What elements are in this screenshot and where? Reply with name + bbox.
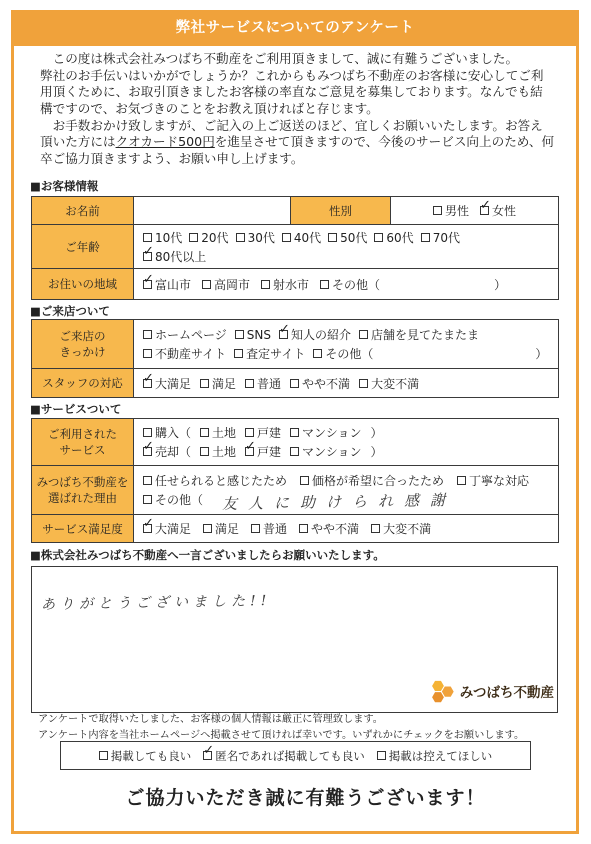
intro-line: 構ですので、お気づきのことをお教え頂ければと存じます。 <box>40 101 379 117</box>
checkbox-icon[interactable] <box>251 524 260 533</box>
section-title-visit: ■ご来店ついて <box>30 304 110 318</box>
notes <box>38 712 524 744</box>
paren-text: ） <box>370 445 383 459</box>
check-mark-icon: ✓ <box>143 243 154 259</box>
checkbox-icon[interactable] <box>300 476 309 485</box>
option-line <box>143 516 558 538</box>
checkbox-option[interactable] <box>299 520 359 537</box>
option-label: 男性 <box>444 204 469 218</box>
option-label: 掲載は控えてほしい <box>388 748 493 763</box>
used-service-label <box>32 419 134 466</box>
checkbox-icon[interactable] <box>374 233 383 242</box>
checkbox-icon[interactable] <box>143 233 152 242</box>
checkbox-icon[interactable] <box>359 379 368 388</box>
trigger-label-line: きっかけ <box>59 345 106 359</box>
quo-card-reward: クオカード500円 <box>115 134 215 150</box>
checked-checkbox-icon[interactable] <box>278 322 290 339</box>
trigger-row <box>32 320 559 369</box>
company-logo <box>428 678 554 704</box>
used-service-label-line: サービス <box>59 443 106 457</box>
checkbox-option[interactable] <box>457 472 529 489</box>
checkbox-icon[interactable] <box>320 280 329 289</box>
option-line <box>143 344 558 363</box>
option-label: 戸建 <box>257 426 282 440</box>
gender-options <box>391 197 559 225</box>
privacy-note: アンケートで取得いたしました、お客様の個人情報は厳正に管理致します。 <box>38 714 383 725</box>
option-line <box>143 439 558 461</box>
gender-label: 性別 <box>291 197 391 225</box>
option-label: マンション <box>302 426 362 440</box>
intro-line: お手数おかけ致しますが、ご記入の上ご返送のほど、宜しくお願いいたします。お答え <box>40 117 543 133</box>
checkbox-option[interactable] <box>143 472 287 489</box>
checkbox-option[interactable] <box>371 520 431 537</box>
checkbox-option[interactable] <box>320 276 380 293</box>
checkbox-icon[interactable] <box>261 280 270 289</box>
reason-label-line: みつばち不動産を <box>36 475 129 489</box>
satisfaction-options <box>134 515 559 543</box>
option-label: 丁寧な対応 <box>469 474 530 488</box>
checkbox-icon[interactable] <box>359 330 368 339</box>
checkbox-option[interactable] <box>433 202 469 219</box>
checkbox-option[interactable] <box>480 198 517 219</box>
check-mark-icon: ✓ <box>143 439 154 454</box>
option-line <box>143 471 558 490</box>
checkbox-option[interactable] <box>234 345 305 362</box>
option-label: 満足 <box>215 522 240 536</box>
checkbox-icon[interactable] <box>290 447 299 456</box>
option-label: 土地 <box>212 445 237 459</box>
area-row <box>32 269 559 300</box>
checkbox-option[interactable] <box>203 743 365 764</box>
option-label: 70代 <box>432 230 460 245</box>
checkbox-option[interactable] <box>203 520 239 537</box>
option-label: 大満足 <box>155 522 192 536</box>
used-service-options <box>134 419 559 466</box>
checkbox-icon[interactable] <box>377 751 386 760</box>
reward-text-before: 頂いた方には <box>40 134 116 150</box>
intro-paragraph <box>40 51 560 168</box>
checkbox-icon[interactable] <box>189 233 198 242</box>
checkbox-option[interactable] <box>251 520 287 537</box>
checkbox-option[interactable] <box>377 748 493 764</box>
used-service-label-line: ご利用された <box>48 427 117 441</box>
checkbox-option[interactable] <box>290 424 361 441</box>
name-label: お名前 <box>32 197 134 225</box>
satisfaction-label: サービス満足度 <box>32 515 134 543</box>
option-label: 30代 <box>247 230 275 245</box>
checkbox-option[interactable] <box>300 472 444 489</box>
name-field[interactable] <box>134 197 291 225</box>
intro-line: 用頂くために、お取引頂きましたお客様の率直なご意見を募集しております。なんでも結 <box>40 84 543 100</box>
satisfaction-row <box>32 515 559 543</box>
checkbox-option[interactable] <box>290 443 361 460</box>
age-label: ご年齢 <box>32 225 134 269</box>
checkbox-option[interactable] <box>143 243 207 265</box>
option-label: 価格が希望に合ったため <box>312 474 445 488</box>
title-bar <box>11 10 579 46</box>
checkbox-option[interactable] <box>359 375 419 392</box>
name-row <box>32 197 559 225</box>
checkbox-option[interactable] <box>261 276 309 293</box>
option-label: 知人の紹介 <box>290 328 351 342</box>
option-line <box>143 243 558 266</box>
reward-text-after: を進呈させて頂きますので、今後のサービス向上のため、何 <box>214 134 555 150</box>
option-label: 店舗を見てたまたま <box>371 328 480 342</box>
paren-text: ） <box>370 426 383 440</box>
checkbox-icon[interactable] <box>245 379 254 388</box>
option-label: 10代 <box>155 230 183 245</box>
checkbox-icon[interactable] <box>143 349 152 358</box>
service-table <box>31 418 559 543</box>
checkbox-icon[interactable] <box>282 233 291 242</box>
reason-row <box>32 466 559 515</box>
checkbox-option[interactable] <box>200 375 236 392</box>
option-label: 不動産サイト <box>155 347 227 361</box>
check-mark-icon: ✓ <box>143 370 154 386</box>
publish-consent-box <box>60 741 531 770</box>
checkbox-icon[interactable] <box>313 349 322 358</box>
area-label: お住いの地域 <box>32 269 134 300</box>
checkbox-option[interactable] <box>143 439 192 460</box>
checkbox-option[interactable] <box>374 229 413 246</box>
option-label: 戸建 <box>257 445 282 459</box>
option-line <box>143 490 558 514</box>
check-mark-icon: ✓ <box>143 271 154 287</box>
option-label: 満足 <box>212 376 237 391</box>
option-label: 購入（ <box>155 426 192 440</box>
option-label: その他（ <box>332 277 381 292</box>
option-line <box>391 198 558 220</box>
check-mark-icon: ✓ <box>480 198 491 213</box>
checked-checkbox-icon[interactable] <box>143 243 154 261</box>
checkbox-option[interactable] <box>278 322 351 343</box>
thanks-message: ご協力いただき誠に有難うございます！ <box>125 787 486 809</box>
intro-line: 弊社のお手伝いはいかがでしょうか？これからもみつばち不動産のお客様に安心してご利 <box>40 67 544 83</box>
intro-line: この度は株式会社みつばち不動産をご利用頂きまして、誠に有難うございました。 <box>40 51 519 66</box>
option-label: 高岡市 <box>214 277 251 292</box>
checkbox-icon[interactable] <box>143 476 152 485</box>
age-options <box>134 225 559 269</box>
checkbox-icon[interactable] <box>234 349 243 358</box>
checkbox-icon[interactable] <box>290 428 299 437</box>
option-label: 20代 <box>201 230 229 245</box>
checkbox-option[interactable] <box>236 229 275 246</box>
checked-checkbox-icon[interactable] <box>143 271 154 289</box>
handwritten-comment: ありがとうございました!! <box>40 592 272 614</box>
checkbox-icon[interactable] <box>143 428 152 437</box>
checkbox-option[interactable] <box>359 326 479 343</box>
staff-options <box>134 369 559 398</box>
section-title-customer-info: ■お客様情報 <box>30 179 99 193</box>
checkbox-icon[interactable] <box>236 233 245 242</box>
checked-checkbox-icon[interactable] <box>480 198 491 215</box>
checkbox-icon[interactable] <box>299 524 308 533</box>
checkbox-option[interactable] <box>235 328 271 342</box>
other-blank-field[interactable] <box>381 353 527 354</box>
checkbox-icon[interactable] <box>200 447 209 456</box>
page-title: 弊社サービスについてのアンケート <box>175 20 415 36</box>
checkbox-icon[interactable] <box>245 428 254 437</box>
check-mark-icon: ✓ <box>143 516 154 531</box>
checked-checkbox-icon[interactable] <box>143 439 154 456</box>
visit-table <box>31 319 559 398</box>
option-label: 女性 <box>492 204 517 218</box>
checkbox-option[interactable] <box>421 229 460 246</box>
option-label: 普通 <box>257 376 282 391</box>
option-label: ホームページ <box>155 328 227 342</box>
checkbox-icon[interactable] <box>457 476 466 485</box>
option-line <box>143 228 558 247</box>
checked-checkbox-icon[interactable] <box>143 516 154 533</box>
option-label: やや不満 <box>311 522 360 536</box>
checkbox-option[interactable] <box>290 375 350 392</box>
option-label: やや不満 <box>302 376 351 391</box>
option-line <box>143 271 558 294</box>
area-options <box>134 269 559 300</box>
checked-checkbox-icon[interactable] <box>245 439 256 456</box>
option-label: 富山市 <box>155 277 192 292</box>
paren-text: ） <box>535 347 548 361</box>
handwritten-answer: 友人に助けられ感謝 <box>221 490 457 514</box>
option-label: 普通 <box>263 522 288 536</box>
checked-checkbox-icon[interactable] <box>143 370 154 388</box>
reason-options <box>134 466 559 515</box>
customer-info-table <box>31 196 559 300</box>
checkbox-icon[interactable] <box>203 524 212 533</box>
option-line <box>143 322 558 344</box>
option-line <box>143 423 558 442</box>
checkbox-option[interactable] <box>143 516 192 537</box>
option-label: 売却（ <box>155 445 192 459</box>
option-label: 掲載しても良い <box>110 748 192 763</box>
option-label: 射水市 <box>273 277 310 292</box>
checkbox-option[interactable] <box>99 748 192 764</box>
reason-label <box>32 466 134 515</box>
checkbox-option[interactable] <box>245 375 281 392</box>
checkbox-option[interactable] <box>143 229 182 246</box>
option-label: 50代 <box>340 230 368 245</box>
option-label: その他（ <box>155 493 204 507</box>
other-blank-field[interactable] <box>391 284 483 285</box>
check-mark-icon: ✓ <box>203 743 215 758</box>
option-label: 40代 <box>293 230 322 245</box>
logo-text: みつばち不動産 <box>459 685 554 701</box>
option-label: 大満足 <box>155 376 192 391</box>
option-label: 大変不満 <box>383 522 432 536</box>
checkbox-icon[interactable] <box>99 751 108 760</box>
option-label: 大変不満 <box>371 376 420 391</box>
checkbox-icon[interactable] <box>371 524 380 533</box>
paren-text: ） <box>494 277 507 292</box>
option-label: 任せられると感じたため <box>155 474 288 488</box>
checked-checkbox-icon[interactable] <box>203 743 215 760</box>
option-label: 査定サイト <box>246 347 306 361</box>
option-line <box>99 743 493 765</box>
check-mark-icon: ✓ <box>278 322 290 337</box>
publish-request-note: アンケート内容を当社ホームページへ掲載させて頂ければ幸いです。いずれかにチェックをお願いします。 <box>38 730 525 741</box>
trigger-label <box>32 320 134 369</box>
option-label: その他（ <box>325 347 374 361</box>
checkbox-option[interactable] <box>245 439 282 460</box>
staff-row <box>32 369 559 398</box>
checkbox-option[interactable] <box>202 276 250 293</box>
option-label: 60代 <box>386 230 414 245</box>
option-label: マンション <box>302 445 362 459</box>
checkbox-icon[interactable] <box>328 233 337 242</box>
checkbox-option[interactable] <box>200 443 236 460</box>
option-label: 80代以上 <box>155 249 207 264</box>
checkbox-icon[interactable] <box>290 379 299 388</box>
checkbox-icon[interactable] <box>143 330 152 339</box>
checkbox-icon[interactable] <box>200 428 209 437</box>
section-title-comment: ■株式会社みつばち不動産へ一言ございましたらお願いいたします。 <box>30 548 385 562</box>
option-label: 土地 <box>212 426 237 440</box>
checkbox-option[interactable] <box>143 326 227 343</box>
checkbox-icon[interactable] <box>235 330 244 339</box>
checkbox-option[interactable] <box>143 271 192 293</box>
checkbox-icon[interactable] <box>202 280 211 289</box>
checkbox-option[interactable] <box>143 491 203 508</box>
comment-box[interactable] <box>31 566 558 713</box>
checkbox-option[interactable] <box>143 345 226 362</box>
option-label: SNS <box>246 327 271 342</box>
option-line <box>143 370 558 393</box>
honeycomb-cell <box>431 692 444 703</box>
checkbox-icon[interactable] <box>433 206 442 215</box>
intro-line: 卒ご協力頂きますよう、お願い申し上げます。 <box>40 151 304 167</box>
option-label: 匿名であれば掲載しても良い <box>215 748 365 763</box>
checkbox-icon[interactable] <box>421 233 430 242</box>
checkbox-option[interactable] <box>200 424 236 441</box>
check-mark-icon: ✓ <box>245 439 256 454</box>
checkbox-option[interactable] <box>313 345 373 362</box>
checkbox-icon[interactable] <box>200 379 209 388</box>
checkbox-icon[interactable] <box>143 495 152 504</box>
checkbox-option[interactable] <box>189 229 228 246</box>
checkbox-option[interactable] <box>328 229 367 246</box>
checkbox-option[interactable] <box>143 370 192 392</box>
age-row <box>32 225 559 269</box>
reason-label-line: 選ばれた理由 <box>48 491 117 505</box>
trigger-label-line: ご来店の <box>59 329 106 343</box>
trigger-options <box>134 320 559 369</box>
section-title-service: ■サービスついて <box>30 402 122 416</box>
staff-label: スタッフの対応 <box>32 369 134 398</box>
honeycomb-logo-icon <box>428 678 458 704</box>
used-service-row <box>32 419 559 466</box>
checkbox-option[interactable] <box>282 229 321 246</box>
intro-reward-line <box>40 134 560 151</box>
